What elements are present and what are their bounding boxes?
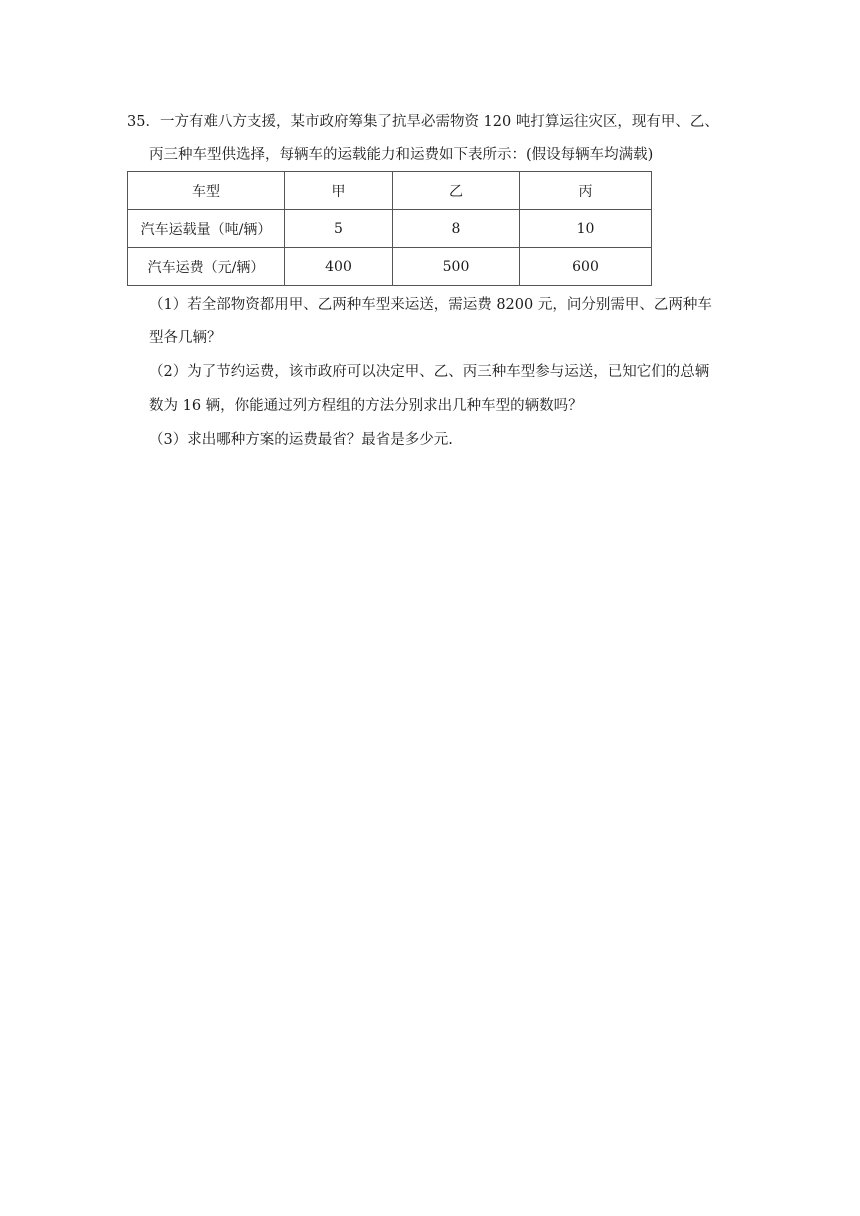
table-header-row — [128, 172, 652, 210]
question-number: 35． — [127, 114, 160, 130]
table-cell: 400 — [285, 248, 393, 286]
table-header-cell: 车型 — [128, 172, 285, 210]
table-cell: 500 — [393, 248, 520, 286]
table-cell: 汽车运载量（吨/辆） — [128, 210, 285, 248]
part-1-line-1: （1）若全部物资都用甲、乙两种车型来运送，需运费 8200 元，问分别需甲、乙两种车 — [149, 297, 712, 313]
table-header-cell: 乙 — [393, 172, 520, 210]
question-intro-line-2: 丙三种车型供选择，每辆车的运载能力和运费如下表所示：(假设每辆车均满载) — [149, 147, 654, 163]
table-row — [128, 210, 652, 248]
table-cell: 600 — [520, 248, 652, 286]
question-intro-text-1: 一方有难八方支援，某市政府筹集了抗旱必需物资 120 吨打算运往灾区，现有甲、乙、 — [159, 114, 719, 130]
table-header-cell: 丙 — [520, 172, 652, 210]
table-cell: 10 — [520, 210, 652, 248]
table-cell: 汽车运费（元/辆） — [128, 248, 285, 286]
part-1-line-2: 型各几辆？ — [149, 330, 222, 346]
table-row — [128, 248, 652, 286]
part-2-line-1: （2）为了节约运费，该市政府可以决定甲、乙、丙三种车型参与运送，已知它们的总辆 — [149, 364, 710, 380]
question-intro-line-1 — [127, 112, 719, 132]
part-3-line-1: （3）求出哪种方案的运费最省？最省是多少元. — [149, 432, 453, 448]
table-cell: 8 — [393, 210, 520, 248]
table-cell: 5 — [285, 210, 393, 248]
vehicle-table — [127, 171, 652, 286]
part-2-line-2: 数为 16 辆，你能通过列方程组的方法分别求出几种车型的辆数吗？ — [149, 398, 583, 414]
table-header-cell: 甲 — [285, 172, 393, 210]
